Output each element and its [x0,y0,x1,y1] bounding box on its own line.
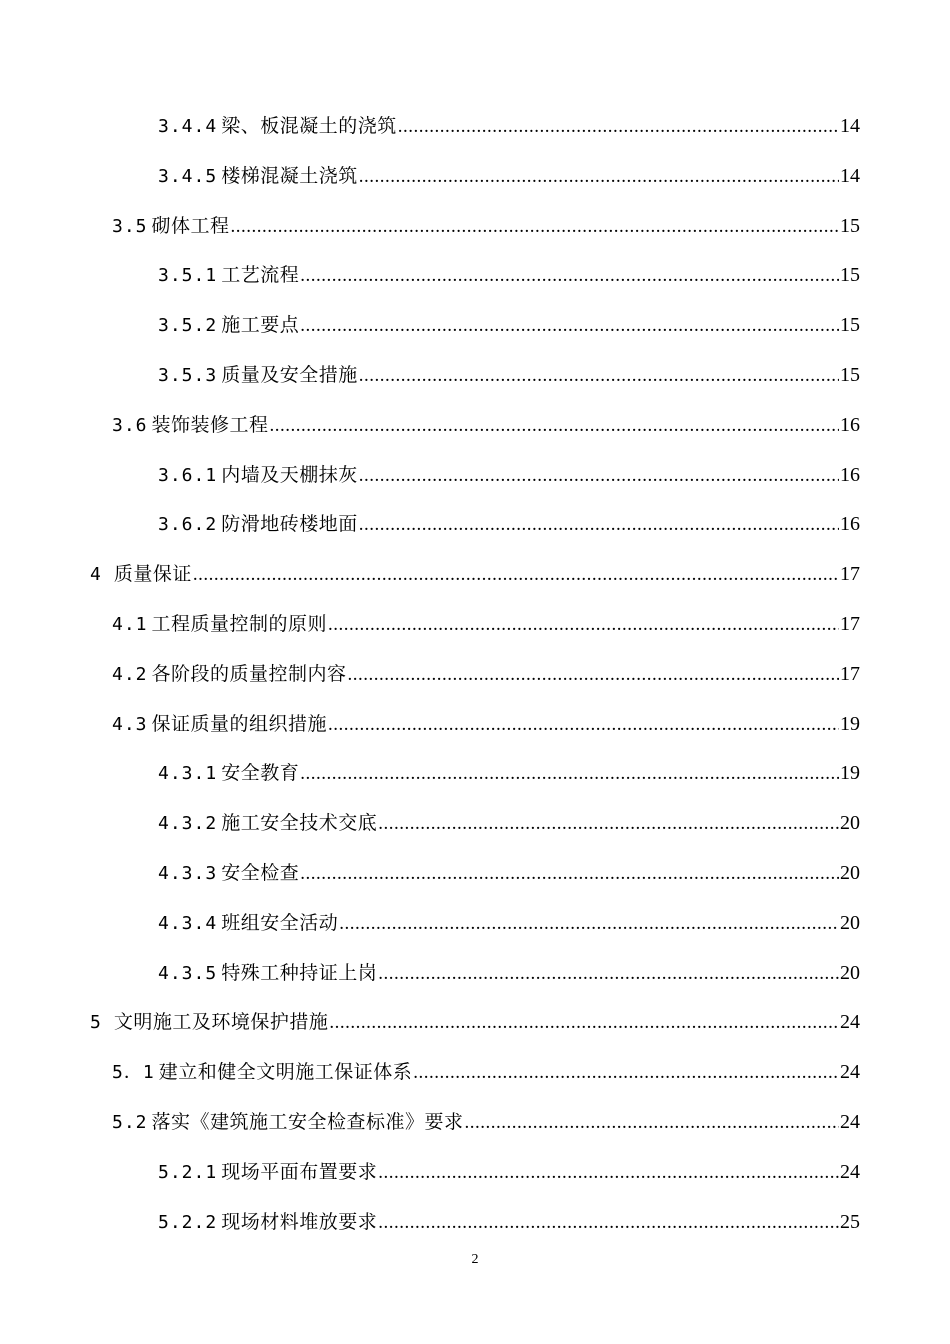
toc-entry-title: 防滑地砖楼地面 [221,513,358,536]
toc-entry-title: 文明施工及环境保护措施 [113,1011,329,1034]
toc-entry-page: 20 [840,961,860,984]
toc-entry-number: 4.3.2 [158,813,218,835]
toc-entry-title: 特殊工种持证上岗 [221,961,378,984]
toc-dot-leader [465,1112,839,1134]
toc-entry-number: 4.3 [112,713,148,735]
toc-dot-leader [359,166,839,188]
toc-entry-title: 建立和健全文明施工保证体系 [158,1061,413,1084]
toc-entry-title: 工艺流程 [221,264,300,287]
toc-entry-page: 16 [840,513,860,536]
toc-entry-title: 班组安全活动 [221,911,339,934]
toc-entry-number: 5.2 [112,1112,148,1133]
toc-entry-number: 3.4.4 [158,116,218,137]
toc-entry[interactable] [158,1157,860,1187]
toc-entry-title: 砌体工程 [151,214,230,237]
toc-entry-page: 19 [840,762,860,785]
toc-dot-leader [329,1012,839,1034]
toc-entry-page: 14 [840,115,860,137]
toc-entry[interactable] [112,211,860,241]
toc-entry-number: 5 [90,1012,102,1034]
toc-entry[interactable] [158,260,860,290]
toc-entry-page: 16 [840,413,860,436]
toc-dot-leader [378,1212,839,1234]
toc-dot-leader [328,714,839,736]
toc-dot-leader [328,614,839,636]
toc-dot-leader [359,365,839,387]
toc-entry-page: 17 [840,563,860,586]
toc-entry-title: 施工要点 [221,314,300,337]
toc-entry-title: 楼梯混凝土浇筑 [221,164,358,187]
toc-entry[interactable] [158,161,860,191]
toc-entry[interactable] [112,1107,860,1137]
toc-entry-page: 20 [840,812,860,835]
toc-entry-page: 24 [840,1111,860,1133]
toc-entry-page: 17 [840,613,860,635]
toc-entry-number: 3.5 [112,215,148,237]
toc-dot-leader [270,415,839,437]
toc-entry-page: 14 [840,164,860,187]
toc-entry-page: 15 [840,314,860,337]
toc-entry[interactable] [158,111,860,141]
toc-entry-number: 3.6 [112,414,148,436]
toc-entry-page: 20 [840,911,860,934]
toc-entry-title: 施工安全技术交底 [221,812,378,835]
toc-entry-number: 4.3.3 [158,863,218,884]
toc-entry-number: 5.2.1 [158,1161,218,1183]
toc-entry-page: 17 [840,662,860,685]
toc-dot-leader [398,116,839,138]
toc-entry-title: 梁、板混凝土的浇筑 [221,115,397,137]
toc-entry[interactable] [158,808,860,838]
toc-entry-number: 3.5.2 [158,315,218,337]
toc-entry-number: 3.5.1 [158,265,218,287]
toc-entry-page: 16 [840,463,860,486]
toc-entry-number: 3.5.3 [158,365,218,386]
toc-entry-title: 各阶段的质量控制内容 [151,662,347,685]
toc-entry-title: 落实《建筑施工安全检查标准》要求 [151,1111,464,1133]
toc-entry-number: 4.2 [112,663,148,685]
toc-dot-leader [231,216,839,238]
toc-entry[interactable] [112,709,860,739]
toc-entry[interactable] [158,310,860,340]
toc-entry-page: 20 [840,862,860,884]
toc-entry[interactable] [158,360,860,390]
toc-entry-number: 5．1 [112,1062,155,1084]
toc-entry-page: 25 [840,1210,860,1233]
toc-entry-number: 3.6.2 [158,514,218,536]
toc-entry-number: 4.3.1 [158,763,218,785]
toc-entry-page: 15 [840,214,860,237]
toc-entry-number: 4.3.5 [158,962,218,984]
toc-entry[interactable] [158,1207,860,1237]
toc-entry-number: 4 [90,564,102,586]
toc-dot-leader [378,1162,839,1184]
toc-entry[interactable] [158,758,860,788]
toc-entry-title: 现场材料堆放要求 [221,1210,378,1233]
toc-entry[interactable] [158,460,860,490]
toc-entry-title: 工程质量控制的原则 [151,613,328,635]
toc-dot-leader [300,863,839,885]
toc-entry-page: 19 [840,712,860,735]
toc-entry[interactable] [158,858,860,888]
toc-entry-title: 质量保证 [113,563,192,586]
toc-entry-number: 5.2.2 [158,1211,218,1233]
toc-entry-page: 15 [840,264,860,287]
toc-dot-leader [193,564,839,586]
page-number: 2 [471,1252,479,1267]
toc-entry-page: 15 [840,364,860,386]
toc-entry[interactable] [90,559,860,589]
toc-entry[interactable] [112,659,860,689]
toc-entry[interactable] [158,908,860,938]
toc-entry-title: 现场平面布置要求 [221,1160,378,1183]
toc-dot-leader [300,265,839,287]
toc-entry[interactable] [158,958,860,988]
toc-dot-leader [413,1062,839,1084]
toc-entry-number: 3.6.1 [158,464,218,486]
toc-dot-leader [378,963,839,985]
toc-dot-leader [359,465,839,487]
toc-entry-title: 质量及安全措施 [221,364,358,386]
toc-dot-leader [300,763,839,785]
toc-entry-number: 4.3.4 [158,912,218,934]
toc-dot-leader [348,664,839,686]
toc-entry-title: 装饰装修工程 [151,413,269,436]
toc-entry[interactable] [158,509,860,539]
toc-entry[interactable] [112,1057,860,1087]
toc-dot-leader [378,813,839,835]
toc-entry-page: 24 [840,1061,860,1084]
toc-entry-title: 内墙及天棚抹灰 [221,463,358,486]
toc-entry-title: 安全教育 [221,762,300,785]
toc-dot-leader [339,913,839,935]
toc-entry[interactable] [112,410,860,440]
toc-entry-number: 3.4.5 [158,165,218,187]
toc-entry-number: 4.1 [112,614,148,635]
toc-entry[interactable] [112,609,860,639]
toc-dot-leader [359,514,839,536]
toc-dot-leader [300,315,839,337]
toc-entry-page: 24 [840,1011,860,1034]
toc-entry-title: 保证质量的组织措施 [151,712,328,735]
toc-entry-title: 安全检查 [221,862,300,884]
toc-entry[interactable] [90,1007,860,1037]
toc-entry-page: 24 [840,1160,860,1183]
